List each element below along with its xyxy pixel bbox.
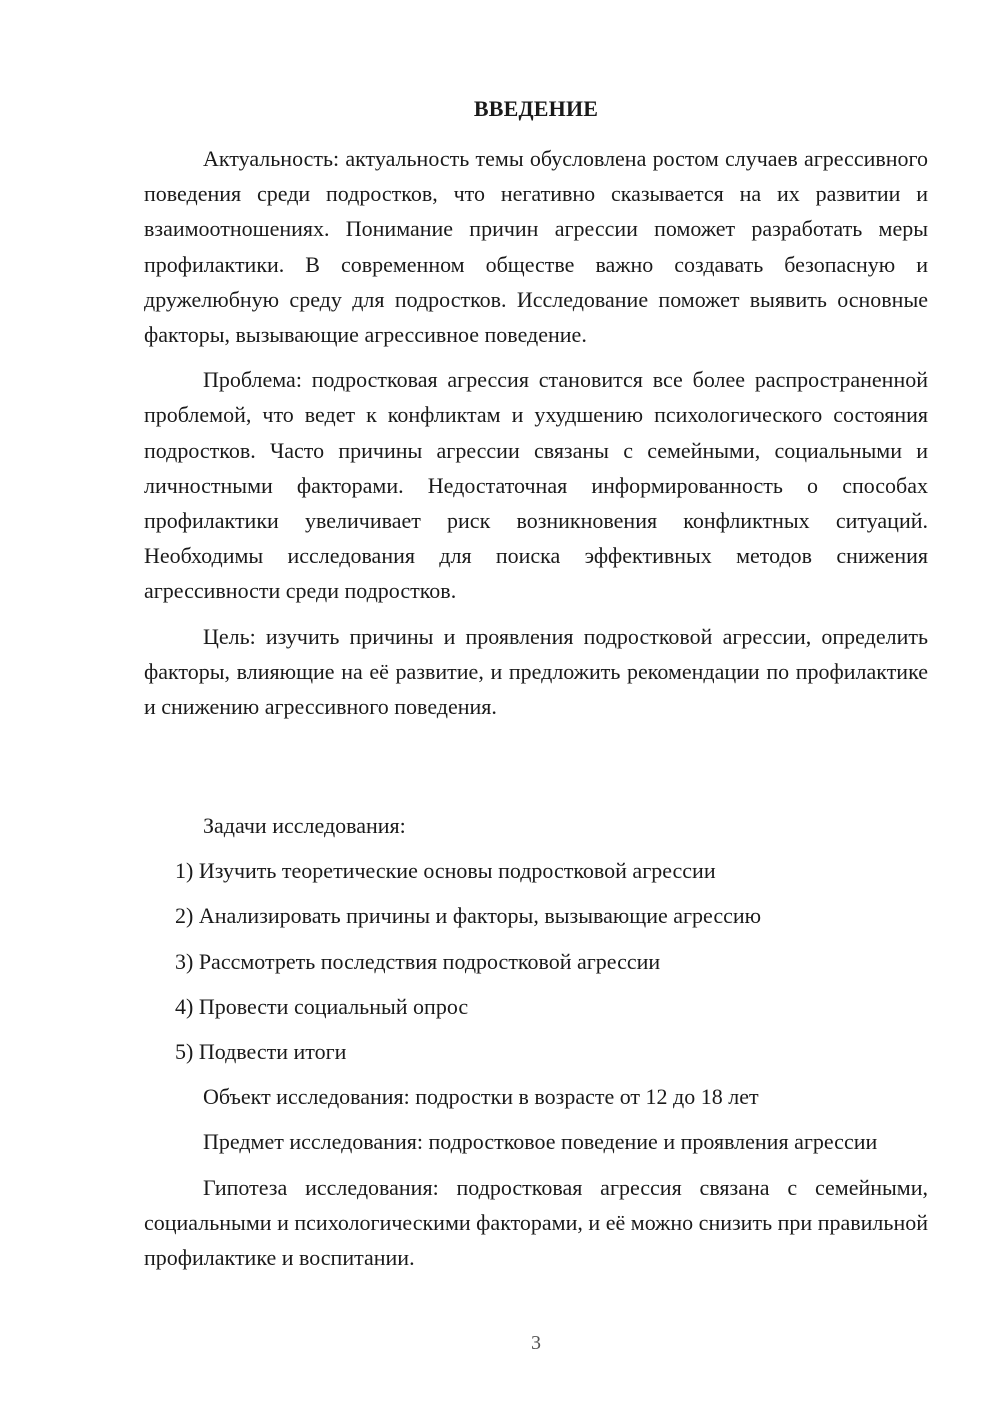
task-item: 5) Подвести итоги [175,1039,347,1065]
task-item: 4) Провести социальный опрос [175,993,469,1019]
task-item: 3) Рассмотреть последствия подростковой агрессии [175,948,661,974]
paragraph-object: Объект исследования: подростки в возрасте от 12 до 18 лет [203,1084,759,1110]
task-item: 2) Анализировать причины и факторы, вызывающие агрессию [175,903,762,929]
paragraph-hypothesis: Гипотеза исследования: подростковая агрессия связана с семейными, социальными и психологическими факторами, и её можно снизить при правильной профилактике и воспитании. [144,1174,928,1271]
page-number: 3 [531,1332,541,1354]
paragraph-subject: Предмет исследования: подростковое поведение и проявления агрессии [203,1129,878,1155]
body-text-upper [144,141,928,734]
section-heading: ВВЕДЕНИЕ [473,96,599,121]
paragraph-goal: Цель: изучить причины и проявления подростковой агрессии, определить факторы, влияющие на её развитие, и предложить рекомендации по профилактике и снижению агрессивного поведения. [144,623,928,720]
tasks-heading: Задачи исследования: [203,813,406,838]
body-text-lower [144,808,928,1285]
paragraph-relevance: Актуальность: актуальность темы обусловлена ростом случаев агрессивного поведения среди подростков, что негативно сказывается на их развитии и взаимоотношениях. Понимание причин агрессии поможет разработать меры профилактики. В современном обществе важно создавать безопасную и дружелюбную среду для подростков. Исследование поможет выявить основные факторы, вызывающие агрессивное поведение. [144,146,928,348]
paragraph-problem: Проблема: подростковая агрессия становится все более распространенной проблемой, что ведет к конфликтам и ухудшению психологического состояния подростков. Часто причины агрессии связаны с семейными, социальными и личностными факторами. Недостаточная информированность о способах профилактики увеличивает риск возникновения конфликтных ситуаций. Необходимы исследования для поиска эффективных методов снижения агрессивности среди подростков. [144,367,928,604]
task-item: 1) Изучить теоретические основы подростковой агрессии [175,858,716,884]
